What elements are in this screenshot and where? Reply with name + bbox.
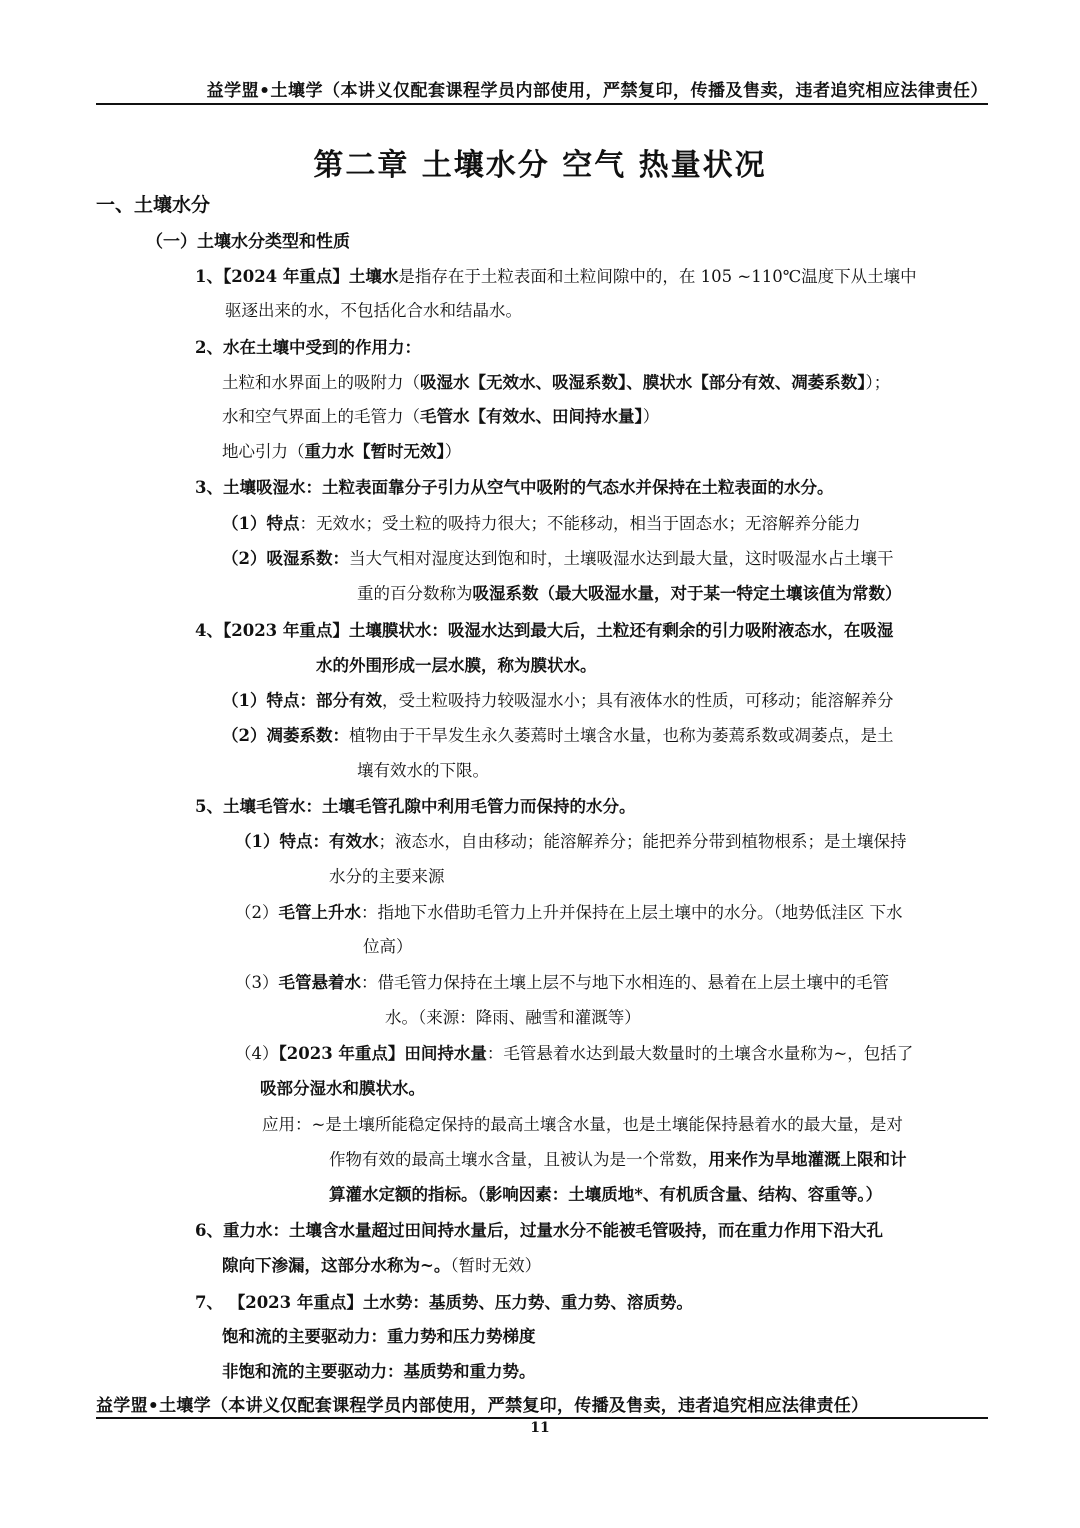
item-3-coefficient-line-1: （2）吸湿系数：当大气相对湿度达到饱和时，土壤吸湿水达到最大量，这时吸湿水占土壤干 xyxy=(222,549,894,568)
item-5-suspended-line-2: 水。（来源：降雨、融雪和灌溉等） xyxy=(385,1008,641,1027)
item-4-line-1: 4、【2023 年重点】土壤膜状水：吸湿水达到最大后，土粒还有剩余的引力吸附液态水，在吸湿 xyxy=(195,621,894,640)
item-4-wilting-line-2: 壤有效水的下限。 xyxy=(357,761,489,780)
footer-text: 益学盟•土壤学（本讲义仅配套课程学员内部使用，严禁复印，传播及售卖，违者追究相应法律责任） xyxy=(96,1396,869,1416)
item-1-line-2: 驱逐出来的水，不包括化合水和结晶水。 xyxy=(225,301,522,320)
item-4-line-2: 水的外围形成一层水膜，称为膜状水。 xyxy=(316,656,597,675)
item-2-line-1: 土粒和水界面上的吸附力（吸湿水【无效水、吸湿系数】、膜状水【部分有效、凋萎系数】）； xyxy=(222,373,891,392)
item-5-rising-line-2: 位高） xyxy=(363,937,413,956)
item-7-line-3: 非饱和流的主要驱动力：基质势和重力势。 xyxy=(222,1362,536,1381)
item-5-rising-line-1: （2）毛管上升水：指地下水借助毛管力上升并保持在上层土壤中的水分。（地势低洼区 下水 xyxy=(235,903,903,922)
item-2-heading: 2、水在土壤中受到的作用力： xyxy=(195,338,421,357)
item-4-wilting-line-1: （2）凋萎系数：植物由于干旱发生永久萎蔫时土壤含水量，也称为萎蔫系数或凋萎点，是土 xyxy=(222,726,894,745)
item-2-line-2: 水和空气界面上的毛管力（毛管水【有效水、田间持水量】） xyxy=(222,407,660,426)
item-3-features: （1）特点：无效水；受土粒的吸持力很大；不能移动，相当于固态水；无溶解养分能力 xyxy=(222,514,861,533)
page-number: 11 xyxy=(530,1420,550,1436)
item-5-fieldcap-line-1: （4）【2023 年重点】田间持水量：毛管悬着水达到最大数量时的土壤含水量称为~，包括了 xyxy=(235,1044,914,1063)
item-6-line-2: 隙向下渗漏，这部分水称为~。（暂时无效） xyxy=(222,1256,542,1275)
item-5-suspended-line-1: （3）毛管悬着水：借毛管力保持在土壤上层不与地下水相连的、悬着在上层土壤中的毛管 xyxy=(235,973,889,992)
header-text: 益学盟•土壤学（本讲义仅配套课程学员内部使用，严禁复印，传播及售卖，违者追究相应法律责任） xyxy=(206,81,988,101)
item-5-application-line-3: 算灌水定额的指标。（影响因素：土壤质地*、有机质含量、结构、容重等。） xyxy=(329,1185,883,1204)
item-3-heading: 3、土壤吸湿水：土粒表面靠分子引力从空气中吸附的气态水并保持在土粒表面的水分。 xyxy=(195,478,834,497)
page-title: 第二章 土壤水分 空气 热量状况 xyxy=(313,148,767,183)
item-5-heading: 5、土壤毛管水：土壤毛管孔隙中利用毛管力而保持的水分。 xyxy=(195,797,636,816)
item-2-line-3: 地心引力（重力水【暂时无效】） xyxy=(222,442,462,461)
footer-rule xyxy=(96,1417,988,1419)
item-7-line-1: 7、 【2023 年重点】土水势：基质势、压力势、重力势、溶质势。 xyxy=(195,1293,693,1312)
section-heading: 一、土壤水分 xyxy=(96,194,211,216)
subsection-heading: （一）土壤水分类型和性质 xyxy=(146,232,350,252)
item-3-coefficient-line-2: 重的百分数称为吸湿系数（最大吸湿水量，对于某一特定土壤该值为常数） xyxy=(357,584,902,603)
item-5-features-line-2: 水分的主要来源 xyxy=(329,867,445,886)
header-rule xyxy=(96,103,988,105)
item-5-application-line-1: 应用：~是土壤所能稳定保持的最高土壤含水量，也是土壤能保持悬着水的最大量，是对 xyxy=(262,1115,903,1134)
item-1-line-1: 1、【2024 年重点】土壤水是指存在于土粒表面和土粒间隙中的，在 105 ~110℃温度下从土壤中 xyxy=(195,267,917,286)
item-5-application-line-2: 作物有效的最高土壤水含量，且被认为是一个常数，用来作为旱地灌溉上限和计 xyxy=(329,1150,907,1169)
item-5-features-line-1: （1）特点：有效水；液态水，自由移动；能溶解养分；能把养分带到植物根系；是土壤保持 xyxy=(235,832,907,851)
item-4-features: （1）特点：部分有效，受土粒吸持力较吸湿水小；具有液体水的性质，可移动；能溶解养分 xyxy=(222,691,894,710)
item-5-fieldcap-line-2: 吸部分湿水和膜状水。 xyxy=(260,1079,425,1098)
item-7-line-2: 饱和流的主要驱动力：重力势和压力势梯度 xyxy=(222,1327,536,1346)
item-6-line-1: 6、重力水：土壤含水量超过田间持水量后，过量水分不能被毛管吸持，而在重力作用下沿大孔 xyxy=(195,1221,883,1240)
